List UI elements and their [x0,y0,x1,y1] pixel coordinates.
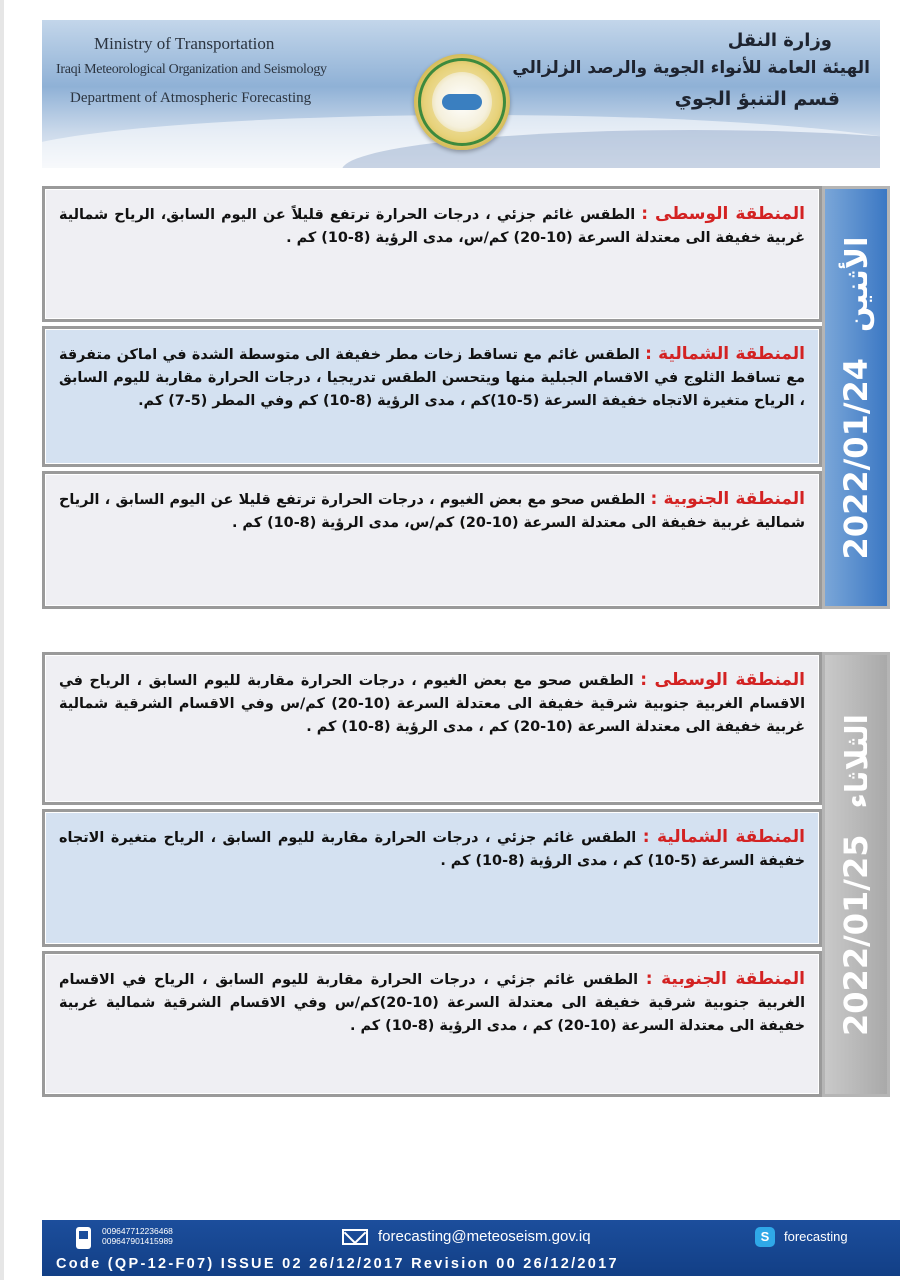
forecast-day-section [42,652,890,1097]
region-forecast-box [42,471,822,609]
region-forecast-text: الطقس غائم جزئي ، درجات الحرارة ترتفع قليلاً عن اليوم السابق، الرياح شمالية غربية خفيفة الى معتدلة السرعة (10-20) كم/س، مدى الرؤية (8-10) كم . [59,207,805,246]
forecast-day-section [42,186,890,609]
region-forecast-box [42,809,822,947]
day-name: الثلاثاء [840,713,875,808]
page-edge-line [0,0,4,1280]
forecast-date: 2022/01/25 [837,833,875,1036]
day-name: الأثنين [840,236,875,332]
department-name-ar: قسم التنبؤ الجوي [674,88,840,110]
region-title: المنطقة الجنوبية : [650,489,805,509]
skype-account[interactable]: forecasting [784,1229,848,1244]
phone-number: 009647712236468 [102,1226,173,1236]
region-forecast-box [42,652,822,805]
phone-icon [76,1227,91,1249]
ministry-name-en: Ministry of Transportation [94,34,275,53]
phone-number: 009647901415989 [102,1236,173,1246]
forecast-date: 2022/01/24 [837,357,875,559]
ministry-name-ar: وزارة النقل [727,30,832,51]
date-label [837,236,875,559]
logo-center [432,72,492,132]
region-title: المنطقة الشمالية : [645,344,805,364]
region-title: المنطقة الوسطى : [640,670,805,690]
region-title: المنطقة الشمالية : [642,827,805,847]
footer-bar [42,1220,900,1276]
date-tab [822,652,890,1097]
region-title: المنطقة الوسطى : [641,204,805,224]
region-forecast-text: الطقس صحو مع بعض الغيوم ، درجات الحرارة ترتفع قليلا عن اليوم السابق ، الرياح شمالية غربية خفيفة الى معتدلة السرعة (10-20) كم/س، مدى الرؤية (8-10) كم . [59,492,805,531]
organization-name-ar: الهيئة العامة للأنواء الجوية والرصد الزلزالي [512,58,870,78]
organization-name-en: Iraqi Meteorological Organization and Seismology [56,62,327,77]
region-forecast-box [42,951,822,1097]
region-forecast-text: الطقس غائم مع تساقط زخات مطر خفيفة الى متوسطة الشدة في اماكن متفرقة مع تساقط الثلوج في الاقسام الجبلية منها ويتحسن الطقس تدريجيا ، درجات الحرارة مقاربة لليوم السابق ، الرياح متغيرة الاتجاه خفيفة السرعة (5-10)كم ، مدى الرؤية (8-10) كم وفي المطر (5-7) كم. [59,347,805,409]
phone-numbers [102,1226,173,1246]
region-forecast-text: الطقس صحو مع بعض الغيوم ، درجات الحرارة مقاربة لليوم السابق ، الرياح في الاقسام الغربية جنوبية شرقية خفيفة الى معتدلة السرعة (10-20) كم/س وفي الاقسام الشرقية شمالية غربية خفيفة الى معتدلة السرعة (10-20) كم ، مدى الرؤية (8-10) كم . [59,673,805,735]
region-forecast-box [42,186,822,322]
date-label [837,714,875,1036]
skype-icon: S [755,1227,775,1247]
cloud-icon [442,94,482,110]
region-forecast-box [42,326,822,467]
document-code-line: Code (QP-12-F07) ISSUE 02 26/12/2017 Revision 00 26/12/2017 [56,1256,619,1272]
region-forecast-text: الطقس غائم جزئي ، درجات الحرارة مقاربة لليوم السابق ، الرياح في الاقسام الغربية جنوبية شرقية خفيفة الى معتدلة السرعة (10-20)كم/س وفي الاقسام الشرقية شمالية غربية خفيفة الى معتدلة السرعة (10-20) كم ، مدى الرؤية (8-10) كم . [59,972,806,1034]
region-title: المنطقة الجنوبية : [645,969,806,989]
mail-icon [342,1229,368,1245]
region-forecast-text: الطقس غائم جزئي ، درجات الحرارة مقاربة لليوم السابق ، الرياح متغيرة الاتجاه خفيفة السرعة (5-10) كم ، مدى الرؤية (8-10) كم . [59,830,805,869]
contact-email[interactable]: forecasting@meteoseism.gov.iq [378,1228,591,1245]
header-banner [42,20,880,168]
organization-logo-icon [414,54,510,150]
date-tab [822,186,890,609]
department-name-en: Department of Atmospheric Forecasting [70,90,312,106]
